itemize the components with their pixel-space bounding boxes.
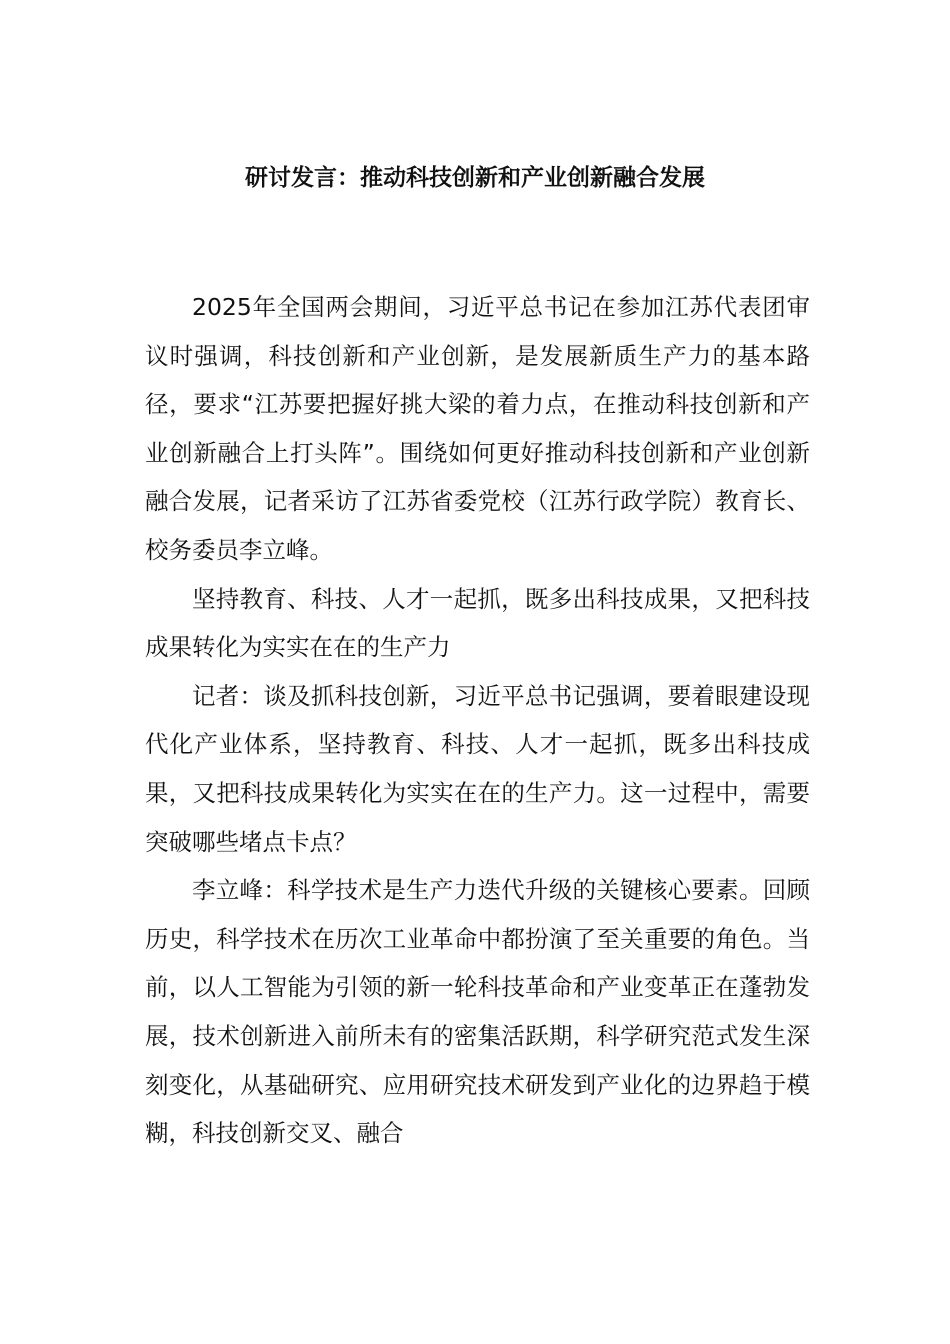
paragraph-subheading: 坚持教育、科技、人才一起抓，既多出科技成果，又把科技成果转化为实实在在的生产力 [145,584,810,662]
paragraph-question: 记者：谈及抓科技创新，习近平总书记强调，要着眼建设现代化产业体系，坚持教育、科技、人才一起抓，既多出科技成果，又把科技成果转化为实实在在的生产力。这一过程中，需要突破哪些堵点卡点？ [145,681,810,856]
document-title: 研讨发言：推动科技创新和产业创新融合发展 [245,165,705,191]
paragraph-intro: 2025年全国两会期间，习近平总书记在参加江苏代表团审议时强调，科技创新和产业创新，是发展新质生产力的基本路径，要求“江苏要把握好挑大梁的着力点，在推动科技创新和产业创新融合上打头阵”。围绕如何更好推动科技创新和产业创新融合发展，记者采访了江苏省委党校（江苏行政学院）教育长、校务委员李立峰。 [145,293,810,564]
paragraph-answer: 李立峰：科学技术是生产力迭代升级的关键核心要素。回顾历史，科学技术在历次工业革命中都扮演了至关重要的角色。当前，以人工智能为引领的新一轮科技革命和产业变革正在蓬勃发展，技术创新进入前所未有的密集活跃期，科学研究范式发生深刻变化，从基础研究、应用研究技术研发到产业化的边界趋于模糊，科技创新交叉、融合 [145,876,810,1148]
document-body [145,283,810,1158]
